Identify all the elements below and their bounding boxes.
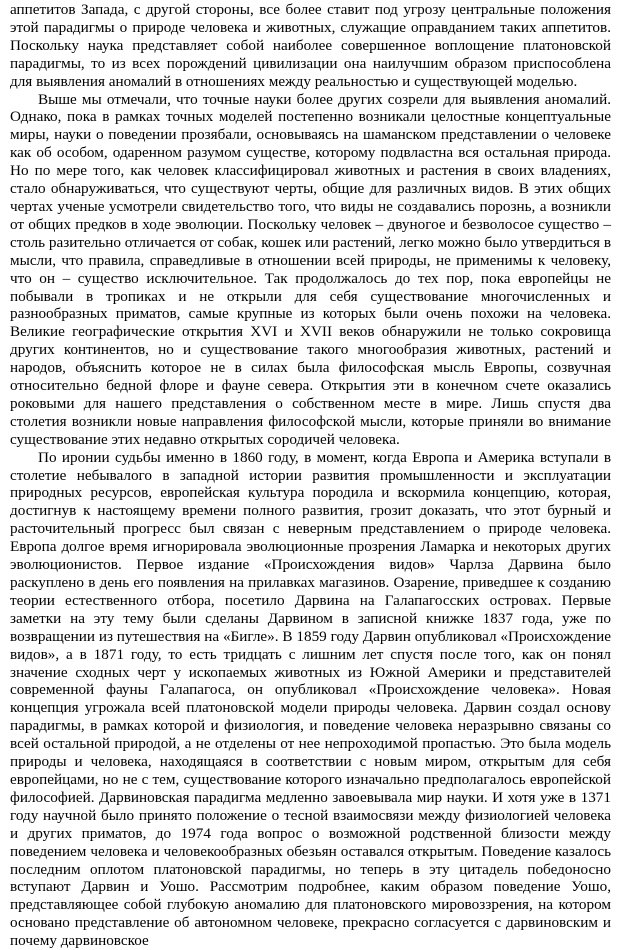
paragraph-2: Выше мы отмечали, что точные науки более других созрели для выявления аномалий. Однако, пока в рамках точных моделей постепенно возникали целостные концептуальные миры, науки о поведении прозябали, основываясь на шаманском представлении о человеке как об особом, одаренном разумом существе, которому подвластна вся остальная природа. Но по мере того, как человек классифицировал животных и растения в своих владениях, стало обнаруживаться, что существуют черты, общие для различных видов. В этих общих чертах ученые усмотрели свидетельство того, что виды не создавались порознь, а возникли от общих предков в ходе эволюции. Поскольку человек – двуногое и безволосое существо – столь разительно отличается от собак, кошек или растений, легко можно было утвердиться в мысли, что правила, справедливые в отношении всей природы, не применимы к человеку, что он – существо исключительное. Так продолжалось до тех пор, пока европейцы не побывали в тропиках и не открыли для себя существование многочисленных и разнообразных приматов, самые крупные из которых были очень похожи на человека. Великие географические открытия XVI и XVII веков обнаружили не только сокровища других континентов, но и существование такого многообразия животных, растений и народов, объяснить которое не в силах была философская мысль Европы, созвучная относительно бедной флоре и фауне севера. Открытия эти в конечном счете оказались роковыми для нашего представления о собственном месте в мире. Лишь спустя два столетия возникли новые направления философской мысли, которые приняли во внимание существование этих недавно открытых сородичей человека. — [10, 90, 611, 448]
paragraph-1: аппетитов Запада, с другой стороны, все более ставит под угрозу центральные положения этой парадигмы о природе человека и животных, служащие оправданием таких аппетитов. Поскольку наука представляет собой наиболее совершенное воплощение платоновской парадигмы, то из всех порождений цивилизации она наилучшим образом приспособлена для выявления аномалий в отношениях между реальностью и существующей моделью. — [10, 1, 611, 90]
paragraph-3: По иронии судьбы именно в 1860 году, в момент, когда Европа и Америка вступали в столетие небывалого в западной истории развития промышленности и эксплуатации природных ресурсов, европейская культура породила и вскормила концепцию, которая, достигнув к настоящему времени полного развития, грозит доказать, что этот бурный и расточительный прогресс был связан с неверным представлением о природе человека. Европа долгое время игнорировала эволюционные прозрения Ламарка и некоторых других эволюционистов. Первое издание «Происхождения видов» Чарлза Дарвина было раскуплено в день его появления на прилавках магазинов. Озарение, приведшее к созданию теории естественного отбора, посетило Дарвина на Галапагосских островах. Первые заметки на эту тему были сделаны Дарвином в записной книжке 1837 года, уже по возвращении из путешествия на «Бигле». В 1859 году Дарвин опубликовал «Происхождение видов», а в 1871 году, то есть тридцать с лишним лет спустя после того, как он понял значение сходных черт у ископаемых животных из Южной Америки и представителей современной фауны Галапагоса, он опубликовал «Происхождение человека». Новая концепция угрожала всей платоновской модели природы человека. Дарвин создал основу парадигмы, в рамках которой и физиология, и поведение человека неразрывно связаны со всей остальной природой, а не отделены от нее непроходимой пропастью. Это была модель природы и человека, находящаяся в соответствии с новым миром, открытым для себя европейцами, но не с тем, существование которого изначально предполагалось европейской философией. Дарвиновская парадигма медленно завоевывала мир науки. И хотя уже в 1371 году научной было принято положение о тесной взаимосвязи между физиологией человека и других приматов, до 1974 года вопрос о возможной родственной близости между поведением человека и человекообразных обезьян оставался открытым. Поведение казалось последним оплотом платоновской парадигмы, но теперь в эту цитадель победоносно вступают Дарвин и Уошо. Рассмотрим подробнее, каким образом поведение Уошо, представляющее собой глубокую аномалию для платоновского мировоззрения, на котором основано представление об автономном человеке, прекрасно согласуется с дарвиновским и почему дарвиновское — [10, 448, 611, 950]
